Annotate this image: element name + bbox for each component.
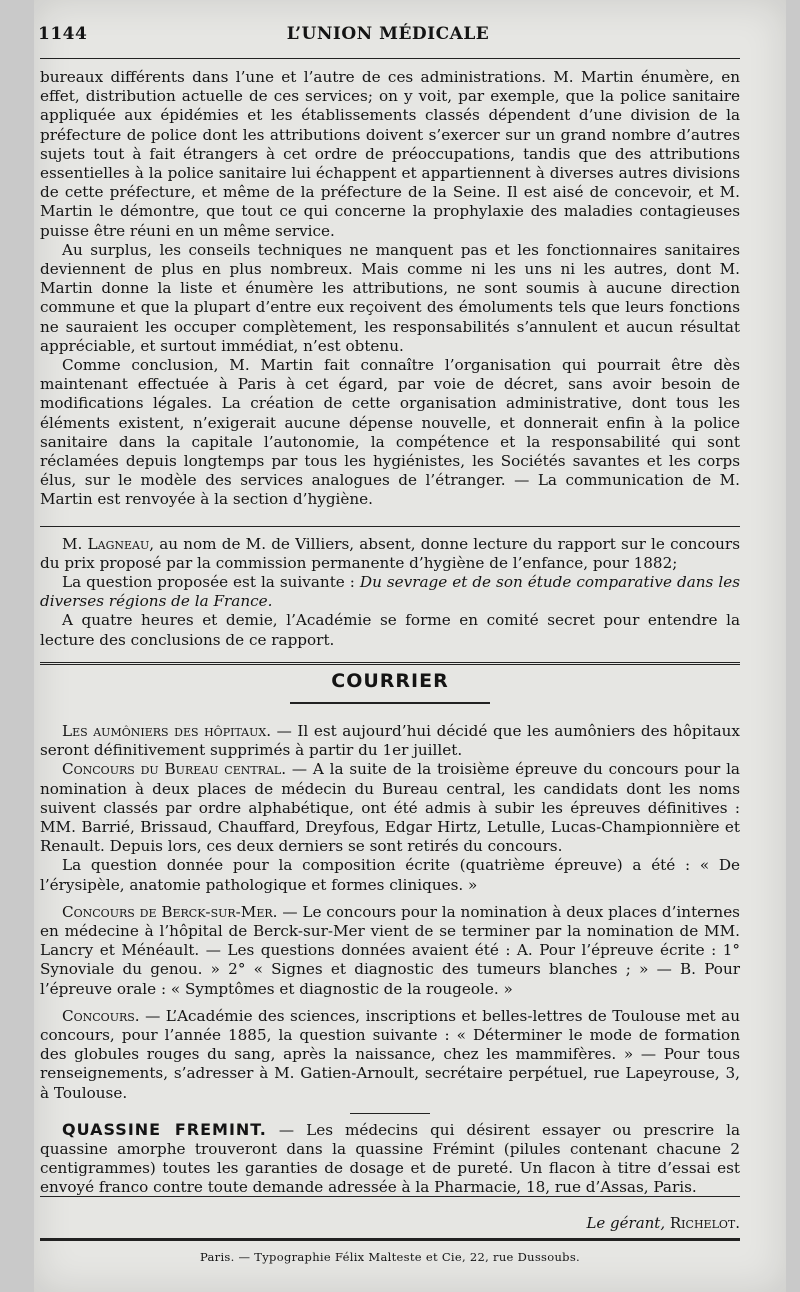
- imprint-rule: [40, 1238, 740, 1241]
- section-divider: [40, 526, 740, 527]
- item-lead: Les aumôniers des hôpitaux.: [62, 721, 272, 740]
- lagneau-text: , au nom de M. de Villiers, absent, donne lecture du rapport sur le concours du prix proposé par la commission permanente d’hygiène de l’enfance, pour 1882;: [40, 534, 740, 572]
- item-lead: Concours du Bureau central.: [62, 760, 287, 779]
- section-title: COURRIER: [331, 669, 449, 692]
- item-text: — Le concours pour la nomination à deux places d’internes en médecine à l’hôpital de Berck-sur-Mer vient de se terminer par la nomination de MM. Lancry et Ménéault. — Les questions données avaient été : A. Pour l’épreuve écrite : 1° Synoviale du genou. » 2° « Signes et diagnostic des tumeurs blanches ; » — B. Pour l’épreuve orale : « Symptômes et diagnostic de la rougeole. »: [40, 902, 740, 998]
- article-body: [40, 68, 740, 1198]
- journal-title: L’UNION MÉDICALE: [286, 24, 490, 44]
- courrier-item: [40, 1007, 740, 1103]
- question-title: Du sevrage et de son étude comparative dans les diverses régions de la France.: [40, 573, 740, 611]
- header-rule: [40, 58, 740, 59]
- courrier-item: [40, 856, 740, 894]
- closing-paragraph: A quatre heures et demie, l’Académie se forme en comité secret pour entendre la lecture des conclusions de ce rapport.: [40, 611, 740, 649]
- speaker-name: M. Lagneau: [62, 534, 150, 553]
- courrier-item: [40, 903, 740, 999]
- page-number: 1144: [38, 24, 88, 44]
- item-lead: Concours de Berck-sur-Mer.: [62, 902, 278, 921]
- item-text: La question donnée pour la composition écrite (quatrième épreuve) a été : « De l’érysipèle, anatomie pathologique et formes cliniques. »: [40, 856, 740, 894]
- courrier-item: [40, 722, 740, 760]
- paragraph: Au surplus, les conseils techniques ne manquent pas et les fonctionnaires sanitaires deviennent de plus en plus nombreux. Mais comme ni les uns ni les autres, dont M. Martin donne la liste et énumère les attributions, ne sont soumis à aucune direction commune et que la plupart d’entre eux reçoivent des émoluments tels que leurs fonctions ne sauraient les occuper complètement, les responsabilités s’annulent et aucun résultat appréciable, et surtout immédiat, n’est obtenu.: [40, 240, 740, 355]
- item-text: — L’Académie des sciences, inscriptions et belles-lettres de Toulouse met au concours, pour l’année 1885, la question suivante : « Déterminer le mode de formation des globules rouges du sang, après la naissance, chez les mammifères. » — Pour tous renseignements, s’adresser à M. Gatien-Arnoult, secrétaire perpétuel, rue Lapeyrouse, 3, à Toulouse.: [40, 1006, 740, 1102]
- page-header: [38, 24, 738, 54]
- title-underline: [290, 702, 490, 704]
- short-divider: [350, 1113, 430, 1114]
- courrier-item: [40, 760, 740, 856]
- printer-imprint: Paris. — Typographie Félix Malteste et Cie, 22, rue Dussoubs.: [199, 1250, 581, 1264]
- double-rule: [40, 662, 740, 665]
- paragraph: Comme conclusion, M. Martin fait connaître l’organisation qui pourrait être dès maintenant effectuée à Paris à cet égard, par voie de décret, sans avoir besoin de modifications légales. La création de cette organisation administrative, dont tous les éléments existent, n’exigerait aucune dépense nouvelle, et donnerait enfin à la police sanitaire dans la capitale l’autonomie, la compétence et la responsabilité qui sont réclamées depuis longtemps par tous les hygiénistes, les Sociétés savantes et les corps élus, sur le modèle des services analogues de l’étranger. — La communication de M. Martin est renvoyée à la section d’hygiène.: [40, 356, 740, 509]
- courrier-heading: [40, 658, 740, 722]
- signature-name: Richelot.: [669, 1214, 740, 1232]
- item-text: — A la suite de la troisième épreuve du concours pour la nomination à deux places de médecin du Bureau central, les candidats dont les noms suivent classés par ordre alphabétique, ont été admis à subir les épreuves définitives : MM. Barrié, Brissaud, Chauffard, Dreyfous, Edgar Hirtz, Letulle, Lucas-Championnière et Renault. Depuis lors, ces deux derniers se sont retirés du concours.: [40, 760, 740, 856]
- item-lead: Concours.: [62, 1006, 140, 1025]
- advert-text: — Les médecins qui désirent essayer ou prescrire la quassine amorphe trouveront dans la quassine Frémint (pilules contenant chacune 2 centigrammes) toutes les garanties de dosage et de pureté. Un flacon à titre d’essai est envoyé franco contre toute demande adressée à la Pharmacie, 18, rue d’Assas, Paris.: [40, 1120, 741, 1197]
- signature-role: Le gérant,: [586, 1214, 666, 1232]
- signature: [40, 1214, 740, 1232]
- lagneau-paragraph: [40, 535, 740, 573]
- question-intro: La question proposée est la suivante :: [62, 573, 360, 592]
- question-paragraph: [40, 573, 740, 611]
- advert-title: QUASSINE FREMINT.: [62, 1119, 267, 1139]
- item-text: — Il est aujourd’hui décidé que les aumôniers des hôpitaux seront définitivement supprimés à partir du 1er juillet.: [40, 721, 740, 760]
- footer-rule: [40, 1196, 740, 1197]
- paragraph: bureaux différents dans l’une et l’autre de ces administrations. M. Martin énumère, en effet, distribution actuelle de ces services; on y voit, par exemple, que la police sanitaire appliquée aux épidémies et les établissements classés dépendent d’une division de la préfecture de police dont les attributions doivent s’exercer sur un grand nombre d’autres sujets tout à fait étrangers à cet ordre de préoccupations, tandis que des attributions essentielles à la police sanitaire lui échappent et appartiennent à diverses autres divisions de cette préfecture, et même de la préfecture de la Seine. Il est aisé de concevoir, et M. Martin le démontre, que tout ce qui concerne la prophylaxie des maladies contagieuses puisse être réuni en un même service.: [40, 68, 740, 240]
- advert-paragraph: [40, 1120, 740, 1198]
